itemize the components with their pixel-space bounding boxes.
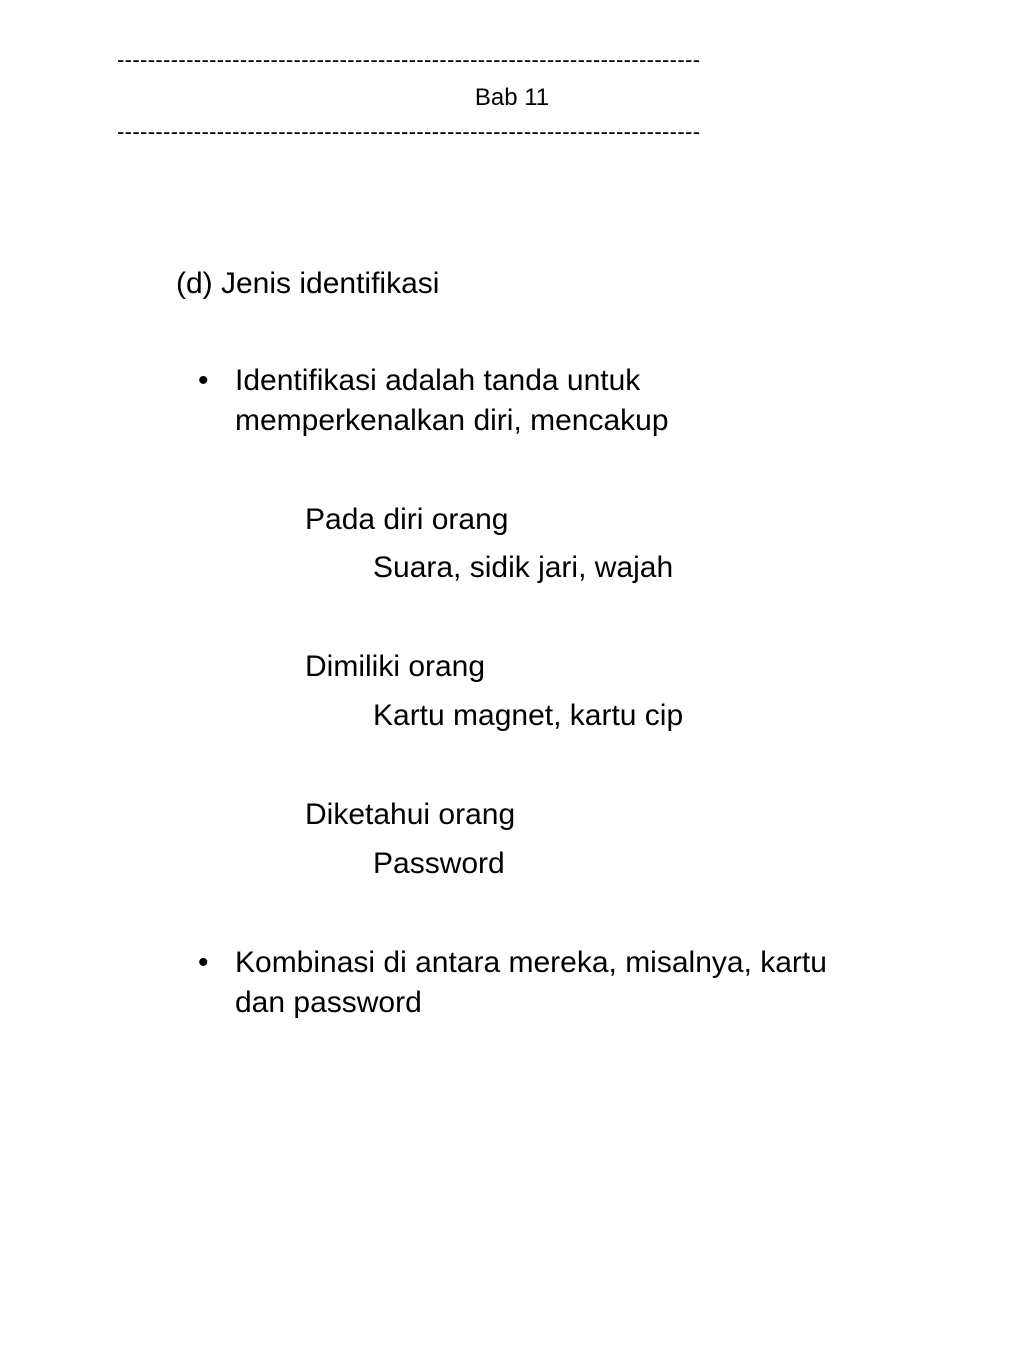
header-top-dashed-rule: ---------------------------------------------------------------------------- <box>117 48 701 72</box>
section-heading: (d) Jenis identifikasi <box>176 267 440 300</box>
category-examples-pada-diri-orang: Suara, sidik jari, wajah <box>373 551 674 584</box>
category-examples-diketahui-orang: Password <box>373 847 505 880</box>
header-bottom-dashed-rule: ---------------------------------------------------------------------------- <box>117 120 701 144</box>
category-examples-dimiliki-orang: Kartu magnet, kartu cip <box>373 699 684 732</box>
category-label-diketahui-orang: Diketahui orang <box>305 798 516 831</box>
bullet-icon: • <box>198 364 209 397</box>
category-label-dimiliki-orang: Dimiliki orang <box>305 650 486 683</box>
category-label-pada-diri-orang: Pada diri orang <box>305 503 509 536</box>
chapter-title: Bab 11 <box>474 84 550 111</box>
bullet-text: Kombinasi di antara mereka, misalnya, kartu dan password <box>235 946 827 1019</box>
bullet-icon: • <box>198 946 209 979</box>
bullet-text: Identifikasi adalah tanda untuk memperkenalkan diri, mencakup <box>235 364 669 437</box>
